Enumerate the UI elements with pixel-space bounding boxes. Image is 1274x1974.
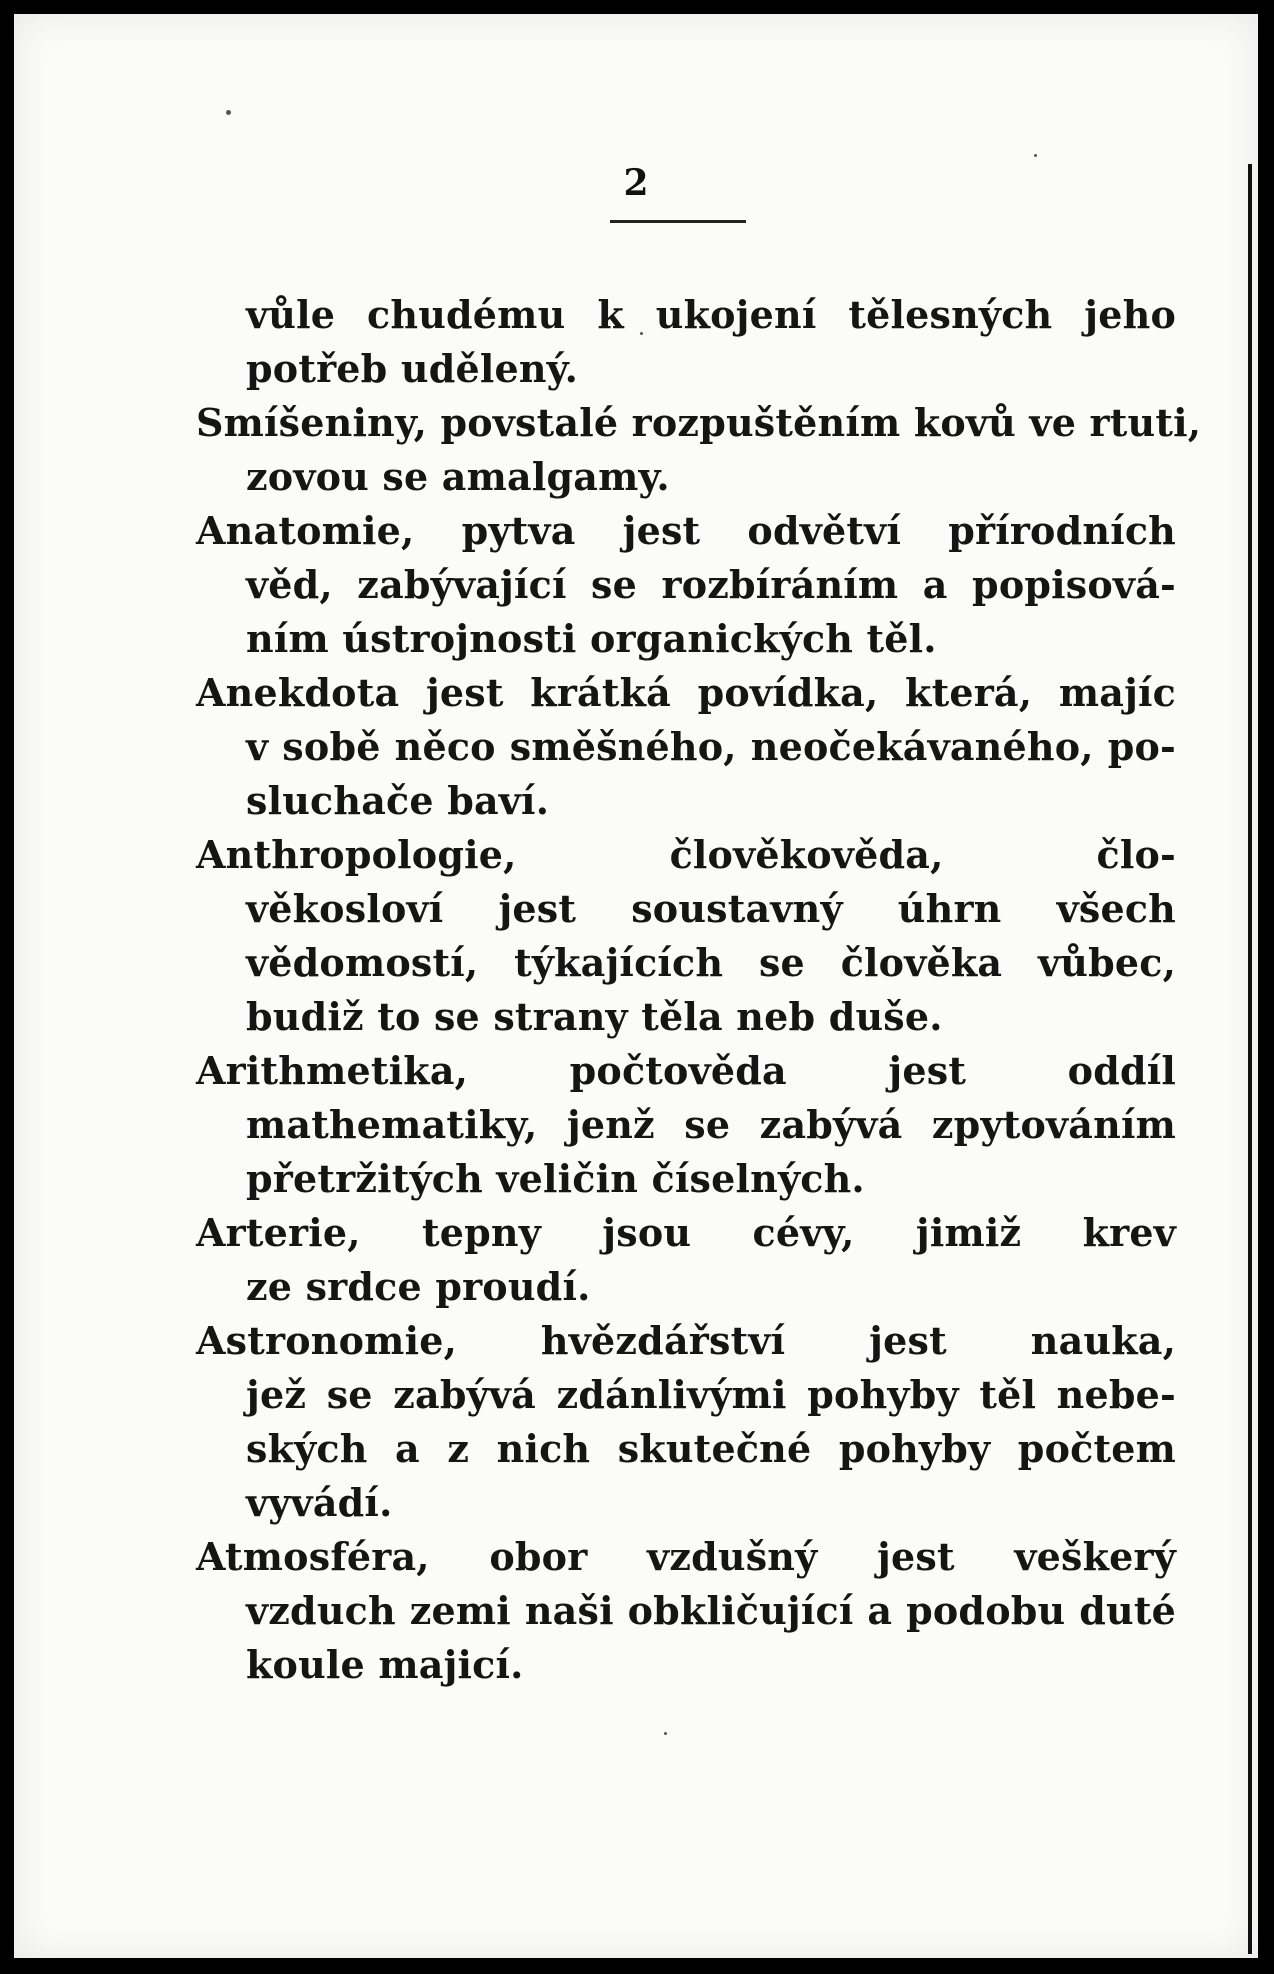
text-line: vzduch zemi naši obkličující a podobu duté xyxy=(246,1588,1176,1633)
text-line: v sobě něco směšného, neočekávaného, po- xyxy=(246,724,1176,769)
entry-line: Anekdota jest krátká povídka, která, majíc xyxy=(196,670,1176,715)
text-line: ním ústrojnosti organických těl. xyxy=(246,616,937,661)
entry-line: Arterie, tepny jsou cévy, jimiž krev xyxy=(196,1210,1176,1255)
entry-line: Smíšeniny, povstalé rozpuštěním kovů ve rtuti, xyxy=(196,400,1202,445)
entry-line: Anatomie, pytva jest odvětví přírodních xyxy=(196,508,1176,553)
text-line: jež se zabývá zdánlivými pohyby těl nebe- xyxy=(246,1372,1176,1417)
text-line: ze srdce proudí. xyxy=(246,1264,591,1309)
text-line: přetržitých veličin číselných. xyxy=(246,1156,865,1201)
text-line: koule majicí. xyxy=(246,1642,524,1687)
text-line: vůle chudému k ukojení tělesných jeho xyxy=(246,292,1176,337)
print-speck xyxy=(1034,154,1037,157)
page-number: 2 xyxy=(623,162,649,204)
text-line: zovou se amalgamy. xyxy=(246,454,670,499)
text-line: sluchače baví. xyxy=(246,778,550,823)
text-line: věkosloví jest soustavný úhrn všech xyxy=(246,886,1176,931)
entry-line: Arithmetika, počtověda jest oddíl xyxy=(196,1048,1176,1093)
print-speck xyxy=(226,110,231,115)
entry-line: Astronomie, hvězdářství jest nauka, xyxy=(196,1318,1176,1363)
text-line: vědomostí, týkajících se člověka vůbec, xyxy=(246,940,1176,985)
text-line: potřeb udělený. xyxy=(246,346,579,391)
page-number-rule xyxy=(610,220,746,223)
text-line: ských a z nich skutečné pohyby počtem xyxy=(246,1426,1176,1471)
text-line: věd, zabývající se rozbíráním a popisová- xyxy=(246,562,1176,607)
entry-line: Atmosféra, obor vzdušný jest veškerý xyxy=(196,1534,1176,1579)
text-line: budiž to se strany těla neb duše. xyxy=(246,994,943,1039)
entry-line: Anthropologie, člověkověda, člo- xyxy=(196,832,1176,877)
print-speck xyxy=(664,1732,667,1735)
text-line: mathematiky, jenž se zabývá zpytováním xyxy=(246,1102,1176,1147)
text-line: vyvádí. xyxy=(246,1480,393,1525)
book-page xyxy=(14,14,1258,1958)
binding-edge-rule xyxy=(1248,164,1252,1954)
body-text xyxy=(196,288,1202,1692)
